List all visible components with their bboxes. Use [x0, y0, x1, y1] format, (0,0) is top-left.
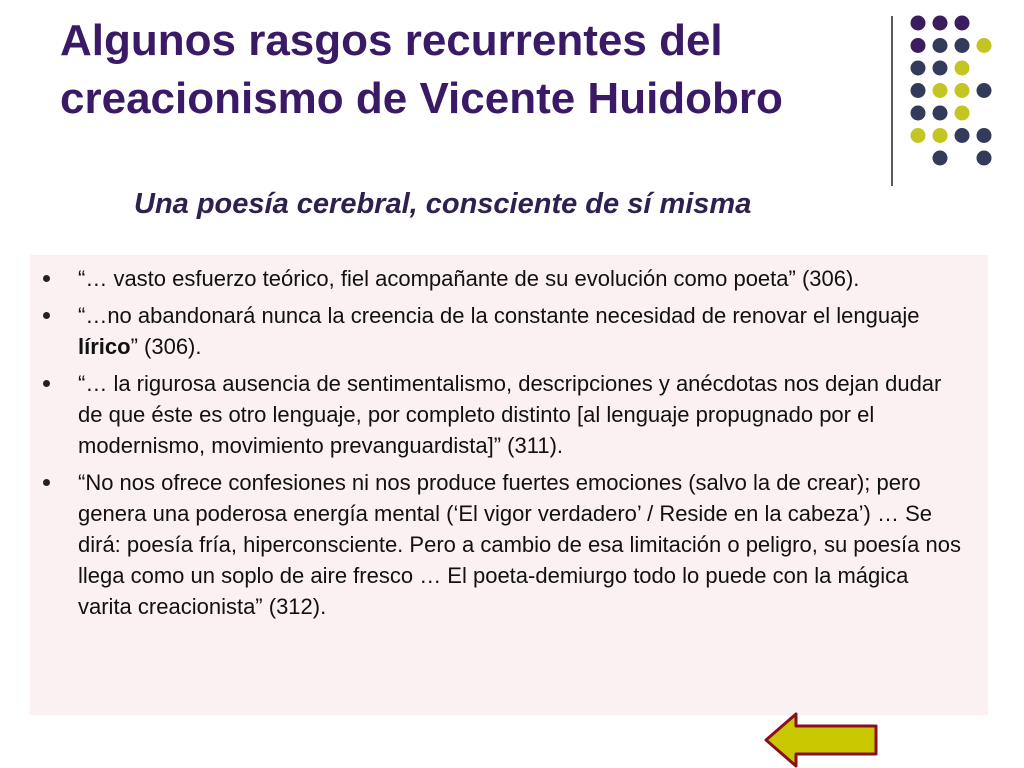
- bullet-text: “… vasto esfuerzo teórico, fiel acompañante de su evolución como poeta” (306).: [78, 266, 860, 291]
- bullet-item: [78, 467, 968, 622]
- decor-dot: [955, 83, 970, 98]
- decor-dot: [933, 61, 948, 76]
- bullet-dot-icon: [43, 479, 50, 486]
- slide-subtitle: Una poesía cerebral, consciente de sí misma: [134, 188, 752, 220]
- bullet-text-end: ” (306).: [130, 334, 202, 359]
- decor-dot: [933, 128, 948, 143]
- decor-dot: [933, 83, 948, 98]
- decor-dot: [955, 16, 970, 31]
- bullet-item: [78, 263, 968, 294]
- bullet-dot-icon: [43, 312, 50, 319]
- decor-dot: [911, 128, 926, 143]
- decor-dot: [911, 16, 926, 31]
- decor-dot: [911, 106, 926, 121]
- bullet-dot-icon: [43, 275, 50, 282]
- bullet-text: “… la rigurosa ausencia de sentimentalismo, descripciones y anécdotas nos dejan dudar de que éste es otro lenguaje, por completo distinto [al lenguaje propugnado por el modernismo, movimiento prevanguardista]” (311).: [78, 371, 942, 458]
- bullet-item: [78, 368, 968, 461]
- bullet-dot-icon: [43, 380, 50, 387]
- decor-dot: [933, 106, 948, 121]
- decor-dot: [933, 38, 948, 53]
- decor-dot: [955, 38, 970, 53]
- decor-dot: [911, 38, 926, 53]
- decor-dot: [911, 61, 926, 76]
- decor-dot: [977, 128, 992, 143]
- left-arrow-icon[interactable]: [764, 712, 880, 768]
- decor-dot: [933, 16, 948, 31]
- slide-title: Algunos rasgos recurrentes del creacionismo de Vicente Huidobro: [60, 16, 783, 123]
- bullet-text: “No nos ofrece confesiones ni nos produce fuertes emociones (salvo la de crear); pero genera una poderosa energía mental (‘El vigor verdadero’ / Reside en la cabeza’) … Se dirá: poesía fría, hiperconsciente. Pero a cambio de esa limitación o peligro, su poesía nos llega como un soplo de aire fresco … El poeta-demiurgo todo lo puede con la mágica varita creacionista” (312).: [78, 470, 961, 619]
- dot-grid-icon: [0, 0, 1024, 200]
- decor-dot: [955, 106, 970, 121]
- decor-dot: [955, 128, 970, 143]
- decor-dot: [955, 61, 970, 76]
- bullet-item: [78, 300, 968, 362]
- content-panel: [30, 255, 988, 715]
- decor-dot: [911, 83, 926, 98]
- decor-dot: [977, 38, 992, 53]
- bullet-text: “…no abandonará nunca la creencia de la constante necesidad de renovar el lenguaje: [78, 303, 920, 328]
- decor-dot: [933, 151, 948, 166]
- bullet-bold-word: lírico: [78, 334, 131, 359]
- decor-dot: [977, 83, 992, 98]
- decor-dot: [977, 151, 992, 166]
- bullet-list: [30, 255, 988, 622]
